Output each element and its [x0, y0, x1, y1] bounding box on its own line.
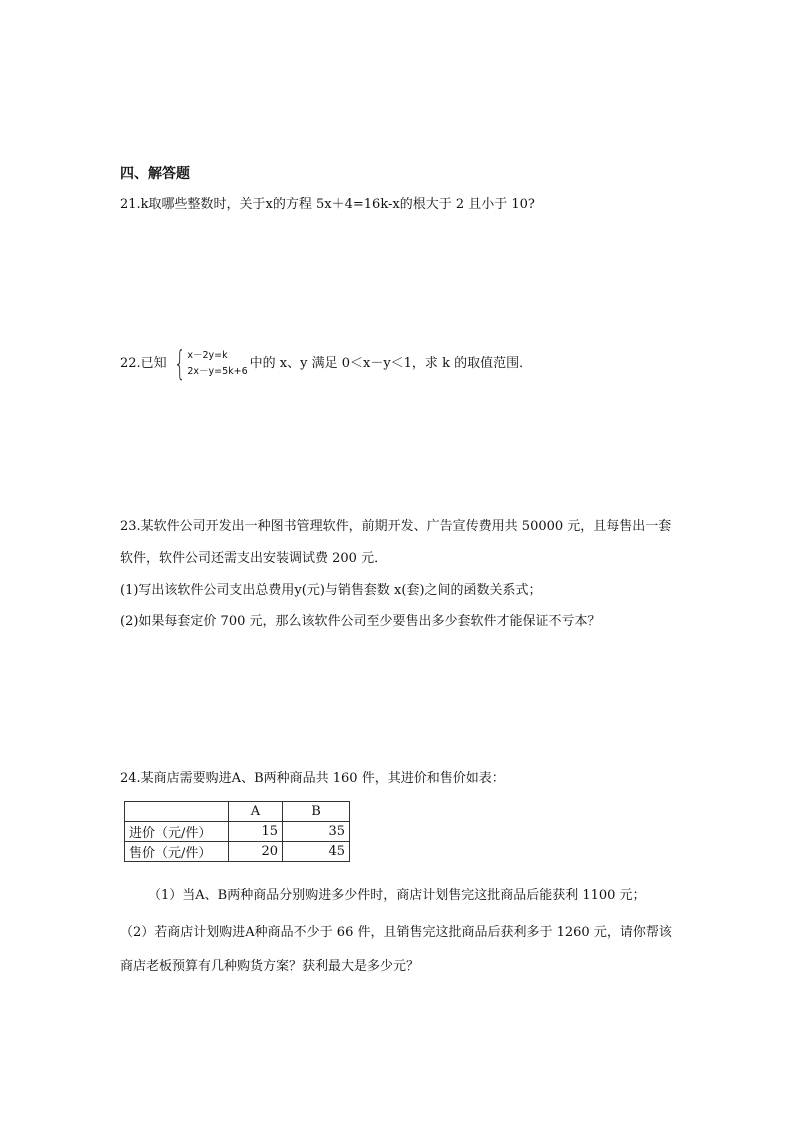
table-cell: 进价（元/件）: [125, 822, 229, 842]
table-cell: 45: [283, 842, 350, 862]
question-23-part-2: (2)如果每套定价 700 元，那么该软件公司至少要售出多少套软件才能保证不亏本？: [120, 614, 601, 629]
question-23-part-1: (1)写出该软件公司支出总费用y(元)与销售套数 x(套)之间的函数关系式；: [120, 583, 542, 598]
table-cell: 售价（元/件）: [125, 842, 229, 862]
table-header-cell: B: [283, 802, 350, 822]
question-21: 21.k取哪些整数时，关于x的方程 5x＋4=16k-x的根大于 2 且小于 10?: [120, 197, 535, 212]
question-22-suffix: 中的 x、y 满足 0＜x－y＜1，求 k 的取值范围．: [249, 356, 533, 371]
question-22-prefix: 22.已知: [120, 356, 167, 371]
equation-line-1: x－2y=k: [187, 350, 228, 361]
table-cell: 15: [229, 822, 283, 842]
table-row: [125, 842, 350, 862]
left-brace-icon: {: [173, 344, 186, 384]
question-24-intro: 24.某商店需要购进A、B两种商品共 160 件，其进价和售价如表：: [120, 771, 505, 786]
equation-system-lines: [187, 348, 247, 380]
equation-line-2: 2x－y=5k+6: [187, 366, 248, 377]
question-24-part-1: （1）当A、B两种商品分别购进多少件时，商店计划售完这批商品后能获利 1100 元；: [148, 888, 646, 903]
table-cell: 20: [229, 842, 283, 862]
section-heading: 四、解答题: [120, 166, 190, 182]
table-header-row: [125, 802, 350, 822]
question-23-line-2: 软件，软件公司还需支出安装调试费 200 元．: [120, 551, 388, 566]
equation-system: [169, 344, 248, 384]
table-cell: 35: [283, 822, 350, 842]
price-table: [124, 801, 350, 862]
question-24-part-2-line-1: （2）若商店计划购进A种商品不少于 66 件，且销售完这批商品后获利多于 1260 元，请你帮该: [120, 925, 672, 940]
table-row: [125, 822, 350, 842]
table-header-cell: [125, 802, 229, 822]
question-22: [120, 344, 533, 384]
question-24-part-2-line-2: 商店老板预算有几种购货方案？获利最大是多少元？: [120, 959, 420, 974]
question-23-line-1: 23.某软件公司开发出一种图书管理软件，前期开发、广告宣传费用共 50000 元，且每售出一套: [120, 519, 672, 534]
table-header-cell: A: [229, 802, 283, 822]
